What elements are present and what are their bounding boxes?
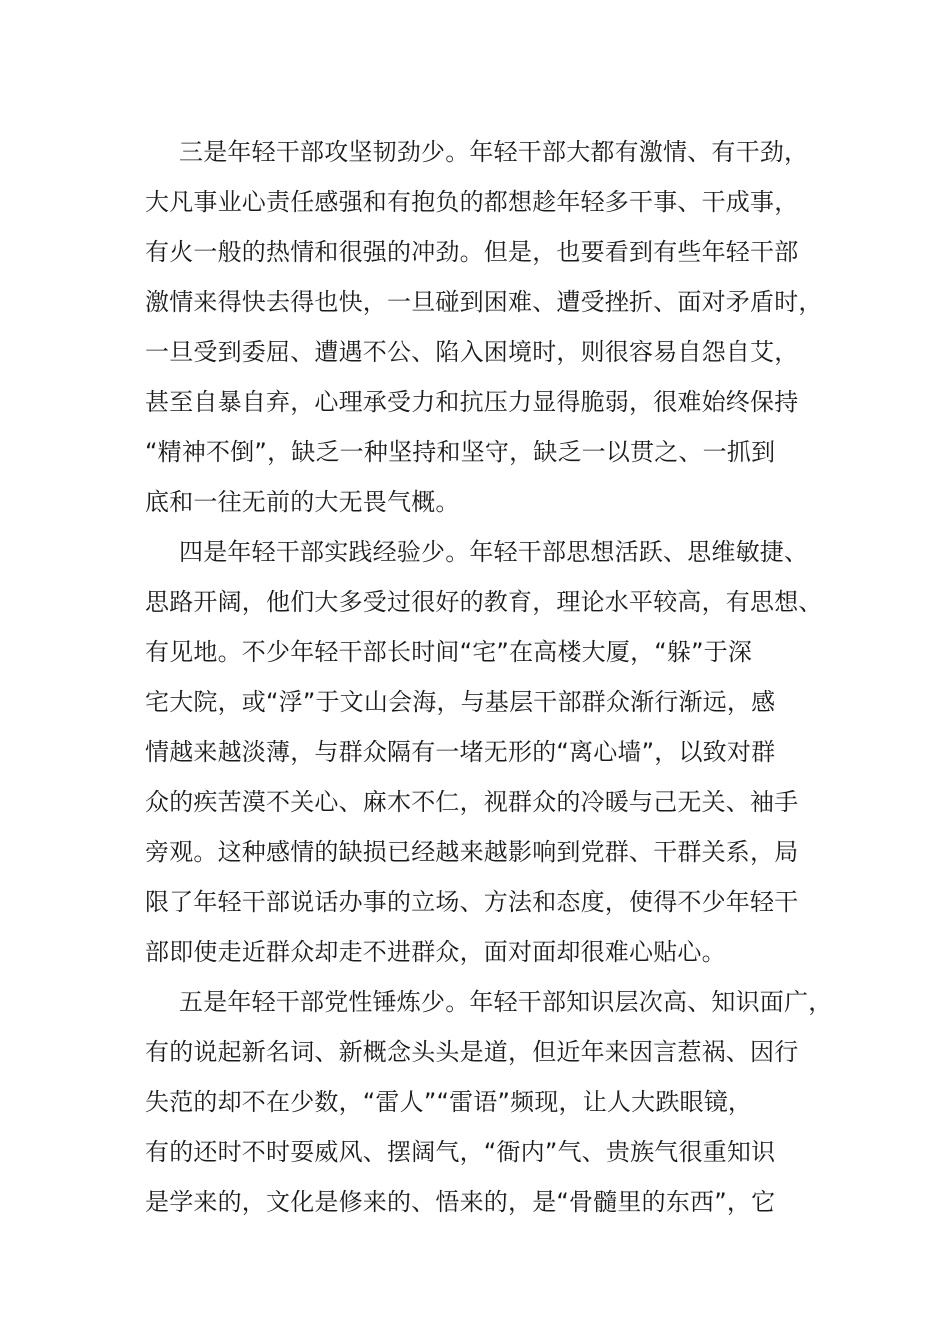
paragraph-3-line-1: 三是年轻干部攻坚韧劲少。年轻干部大都有激情、有干劲，	[179, 138, 809, 166]
paragraph-3-line-2: 大凡事业心责任感强和有抱负的都想趁年轻多干事、干成事，	[145, 188, 799, 216]
paragraph-3-line-3: 有火一般的热情和很强的冲劲。但是，也要看到有些年轻干部	[145, 238, 799, 266]
paragraph-5-line-3: 失范的却不在少数，“雷人”“雷语”频现，让人大跌眼镜，	[145, 1088, 753, 1116]
paragraph-5-line-5: 是学来的，文化是修来的、悟来的，是“骨髓里的东西”，它	[145, 1188, 776, 1216]
paragraph-4-line-2: 思路开阔，他们大多受过很好的教育，理论水平较高，有思想、	[145, 588, 823, 616]
paragraph-4-line-1: 四是年轻干部实践经验少。年轻干部思想活跃、思维敏捷、	[179, 538, 809, 566]
paragraph-3-line-6: 甚至自暴自弃，心理承受力和抗压力显得脆弱，很难始终保持	[145, 388, 799, 416]
paragraph-5-line-1: 五是年轻干部党性锤炼少。年轻干部知识层次高、知识面广，	[179, 988, 833, 1016]
paragraph-4-line-4: 宅大院，或“浮”于文山会海，与基层干部群众渐行渐远，感	[145, 688, 776, 716]
paragraph-4-line-7: 旁观。这种感情的缺损已经越来越影响到党群、干群关系，局	[145, 838, 799, 866]
body-text	[145, 127, 833, 1227]
paragraph-3-line-8: 底和一往无前的大无畏气概。	[145, 488, 460, 516]
paragraph-4-line-9: 部即使走近群众却走不进群众，面对面却很难心贴心。	[145, 938, 726, 966]
paragraph-4-line-3: 有见地。不少年轻干部长时间“宅”在高楼大厦，“躲”于深	[145, 638, 753, 666]
paragraph-3-line-4: 激情来得快去得也快，一旦碰到困难、遭受挫折、面对矛盾时，	[145, 288, 823, 316]
paragraph-3-line-5: 一旦受到委屈、遭遇不公、陷入困境时，则很容易自怨自艾，	[145, 338, 799, 366]
paragraph-3-line-7: “精神不倒”，缺乏一种坚持和坚守，缺乏一以贯之、一抓到	[145, 438, 776, 466]
paragraph-4-line-5: 情越来越淡薄，与群众隔有一堵无形的“离心墙”，以致对群	[145, 738, 776, 766]
paragraph-5-line-4: 有的还时不时耍威风、摆阔气，“衙内”气、贵族气很重知识	[145, 1138, 776, 1166]
paragraph-4-line-8: 限了年轻干部说话办事的立场、方法和态度，使得不少年轻干	[145, 888, 799, 916]
paragraph-5-line-2: 有的说起新名词、新概念头头是道，但近年来因言惹祸、因行	[145, 1038, 799, 1066]
paragraph-4-line-6: 众的疾苦漠不关心、麻木不仁，视群众的冷暖与己无关、袖手	[145, 788, 799, 816]
